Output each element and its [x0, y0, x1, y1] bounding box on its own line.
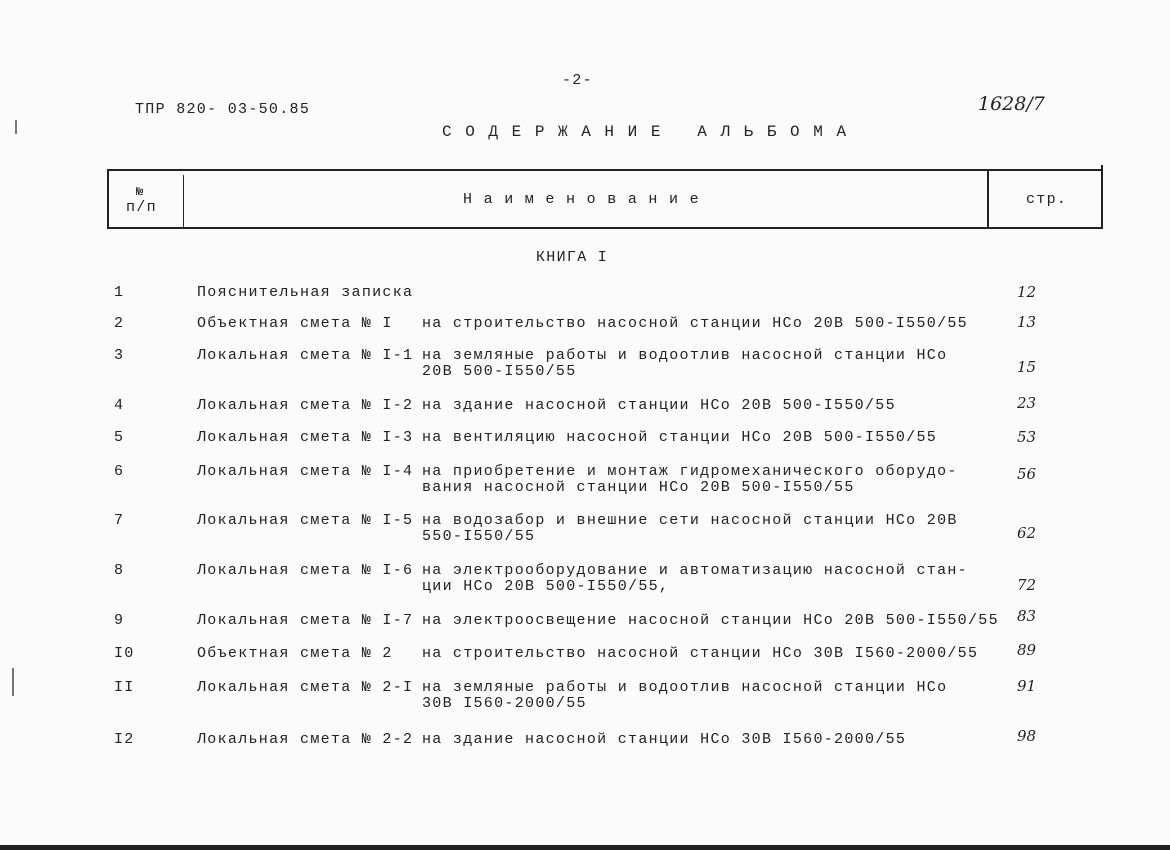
handwritten-reference: 1628/7: [978, 93, 1045, 115]
row-number: 3: [114, 347, 125, 364]
row-title: Локальная смета № I-1: [197, 347, 414, 364]
number-header-bottom: п/п: [126, 199, 157, 216]
row-number: I0: [114, 645, 135, 662]
row-page: 56: [1017, 465, 1037, 483]
row-description: на здание насосной станции НСо 20В 500-I550/55: [422, 397, 896, 414]
row-page: 53: [1017, 428, 1037, 446]
row-title: Локальная смета № I-5: [197, 512, 414, 529]
document-code: ТПР 820- 03-50.85: [135, 101, 311, 118]
row-page: 98: [1017, 727, 1037, 745]
name-header: Н а и м е н о в а н и е: [463, 191, 700, 208]
page-number: -2-: [562, 72, 593, 89]
row-number: 5: [114, 429, 125, 446]
number-header-top: №: [136, 185, 145, 199]
row-number: 9: [114, 612, 125, 629]
row-title: Локальная смета № 2-2: [197, 731, 414, 748]
page-title: С О Д Е Р Ж А Н И Е А Л Ь Б О М А: [442, 123, 849, 141]
row-description: на земляные работы и водоотлив насосной станции НСо: [422, 679, 948, 696]
row-description: на строительство насосной станции НСо 20В 500-I550/55: [422, 315, 968, 332]
row-description: на приобретение и монтаж гидромеханического оборудо-: [422, 463, 958, 480]
row-number: 6: [114, 463, 125, 480]
row-number: 2: [114, 315, 125, 332]
row-number: 1: [114, 284, 125, 301]
row-description: на электроосвещение насосной станции НСо 20В 500-I550/55: [422, 612, 999, 629]
row-title: Локальная смета № I-2: [197, 397, 414, 414]
row-page: 91: [1017, 677, 1037, 695]
row-title: Пояснительная записка: [197, 284, 414, 301]
section-title: КНИГА I: [536, 249, 609, 266]
row-number: 4: [114, 397, 125, 414]
row-description: на земляные работы и водоотлив насосной станции НСо: [422, 347, 948, 364]
row-description-cont: 30В I560-2000/55: [422, 695, 587, 712]
row-title: Локальная смета № 2-I: [197, 679, 414, 696]
row-title: Локальная смета № I-3: [197, 429, 414, 446]
row-description: на вентиляцию насосной станции НСо 20В 500-I550/55: [422, 429, 938, 446]
row-page: 62: [1017, 524, 1037, 542]
row-description-cont: 550-I550/55: [422, 528, 536, 545]
row-title: Локальная смета № I-4: [197, 463, 414, 480]
scan-border: [0, 845, 1170, 850]
row-number: 7: [114, 512, 125, 529]
row-number: 8: [114, 562, 125, 579]
row-description-cont: вания насосной станции НСо 20В 500-I550/55: [422, 479, 855, 496]
scan-mark: [15, 120, 17, 134]
row-page: 23: [1017, 394, 1037, 412]
row-page: 72: [1017, 576, 1037, 594]
row-page: 89: [1017, 641, 1037, 659]
row-description-cont: 20В 500-I550/55: [422, 363, 577, 380]
row-description: на электрооборудование и автоматизацию насосной стан-: [422, 562, 968, 579]
row-description: на строительство насосной станции НСо 30В I560-2000/55: [422, 645, 979, 662]
row-title: Локальная смета № I-6: [197, 562, 414, 579]
row-page: 83: [1017, 607, 1037, 625]
row-description: на здание насосной станции НСо 30В I560-2000/55: [422, 731, 907, 748]
row-number: I2: [114, 731, 135, 748]
row-title: Объектная смета № 2: [197, 645, 393, 662]
row-title: Локальная смета № I-7: [197, 612, 414, 629]
row-description: на водозабор и внешние сети насосной станции НСо 20В: [422, 512, 958, 529]
row-page: 13: [1017, 313, 1037, 331]
page-header: стр.: [1026, 191, 1068, 208]
row-page: 15: [1017, 358, 1037, 376]
row-title: Объектная смета № I: [197, 315, 393, 332]
scan-mark: [12, 668, 14, 696]
row-page: 12: [1017, 283, 1037, 301]
row-description-cont: ции НСо 20В 500-I550/55,: [422, 578, 670, 595]
row-number: II: [114, 679, 135, 696]
